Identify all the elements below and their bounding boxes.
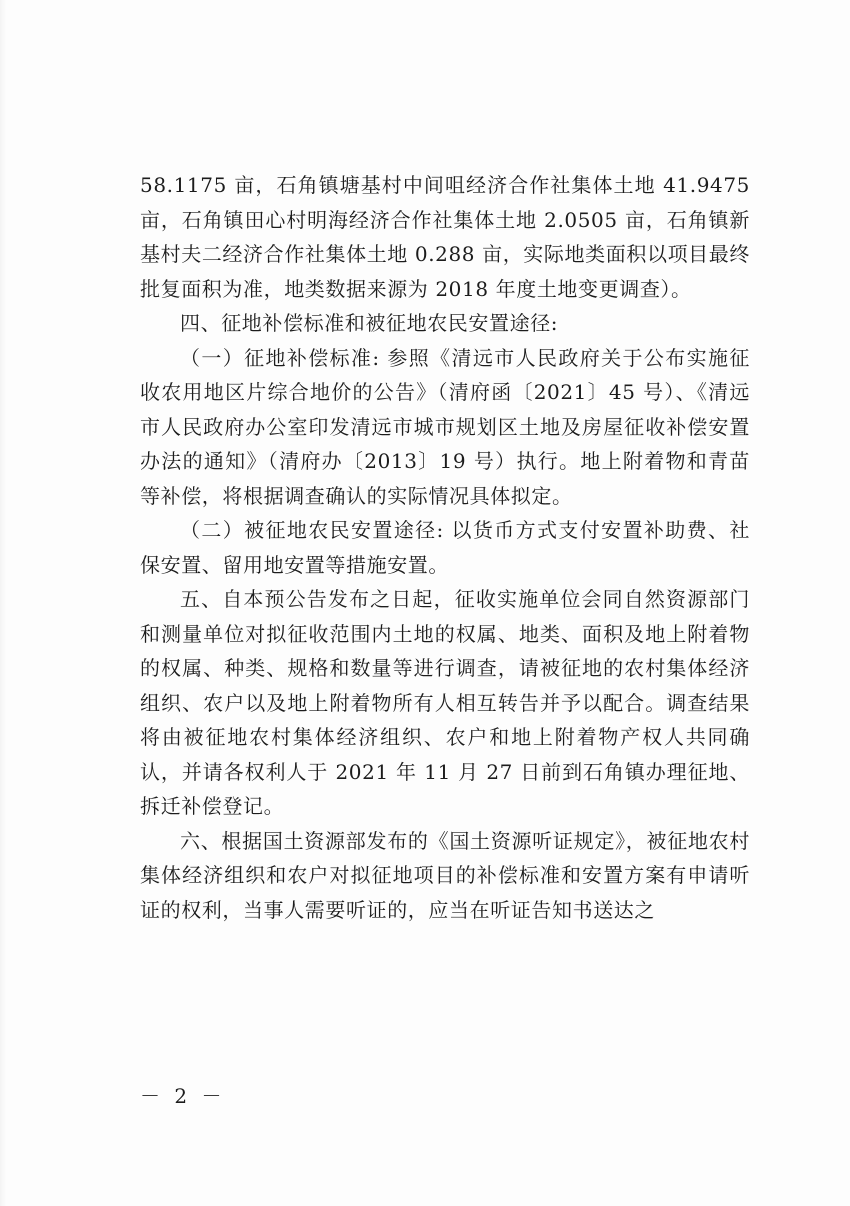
- paragraph-section-4-2: （二）被征地农民安置途径: 以货币方式支付安置补助费、社保安置、留用地安置等措施安置。: [140, 518, 750, 577]
- scan-edge-left: [0, 0, 6, 1206]
- paragraph-land-continuation: 58.1175 亩，石角镇塘基村中间咀经济合作社集体土地 41.9475 亩，石角镇田心村明海经济合作社集体土地 2.0505 亩，石角镇新基村夫二经济合作社集体土地 0.288 亩，实际地类面积以项目最终批复面积为准，地类数据来源为 2018 年度土地变更调查）。: [140, 173, 750, 301]
- paragraph-section-4-1: （一）征地补偿标准: 参照《清远市人民政府关于公布实施征收农用地区片综合地价的公告》（清府函〔2021〕45 号）、《清远市人民政府办公室印发清远市城市规划区土地及房屋征收补偿安置办法的通知》（清府办〔2013〕19 号）执行。地上附着物和青苗等补偿，将根据调查确认的实际情况具体拟定。: [140, 345, 750, 508]
- page-number: － 2 －: [140, 1084, 226, 1108]
- paragraph-section-4-heading: 四、征地补偿标准和被征地农民安置途径:: [180, 311, 559, 335]
- document-body: [140, 168, 750, 927]
- paragraph-section-6: 六、根据国土资源部发布的《国土资源听证规定》，被征地农村集体经济组织和农户对拟征地项目的补偿标准和安置方案有申请听证的权利，当事人需要听证的，应当在听证告知书送达之: [140, 828, 750, 922]
- paragraph-section-5: 五、自本预公告发布之日起，征收实施单位会同自然资源部门和测量单位对拟征收范围内土地的权属、地类、面积及地上附着物的权属、种类、规格和数量等进行调查，请被征地的农村集体经济组织、农户以及地上附着物所有人相互转告并予以配合。调查结果将由被征地农村集体经济组织、农户和地上附着物产权人共同确认，并请各权利人于 2021 年 11 月 27 日前到石角镇办理征地、拆迁补偿登记。: [140, 587, 750, 818]
